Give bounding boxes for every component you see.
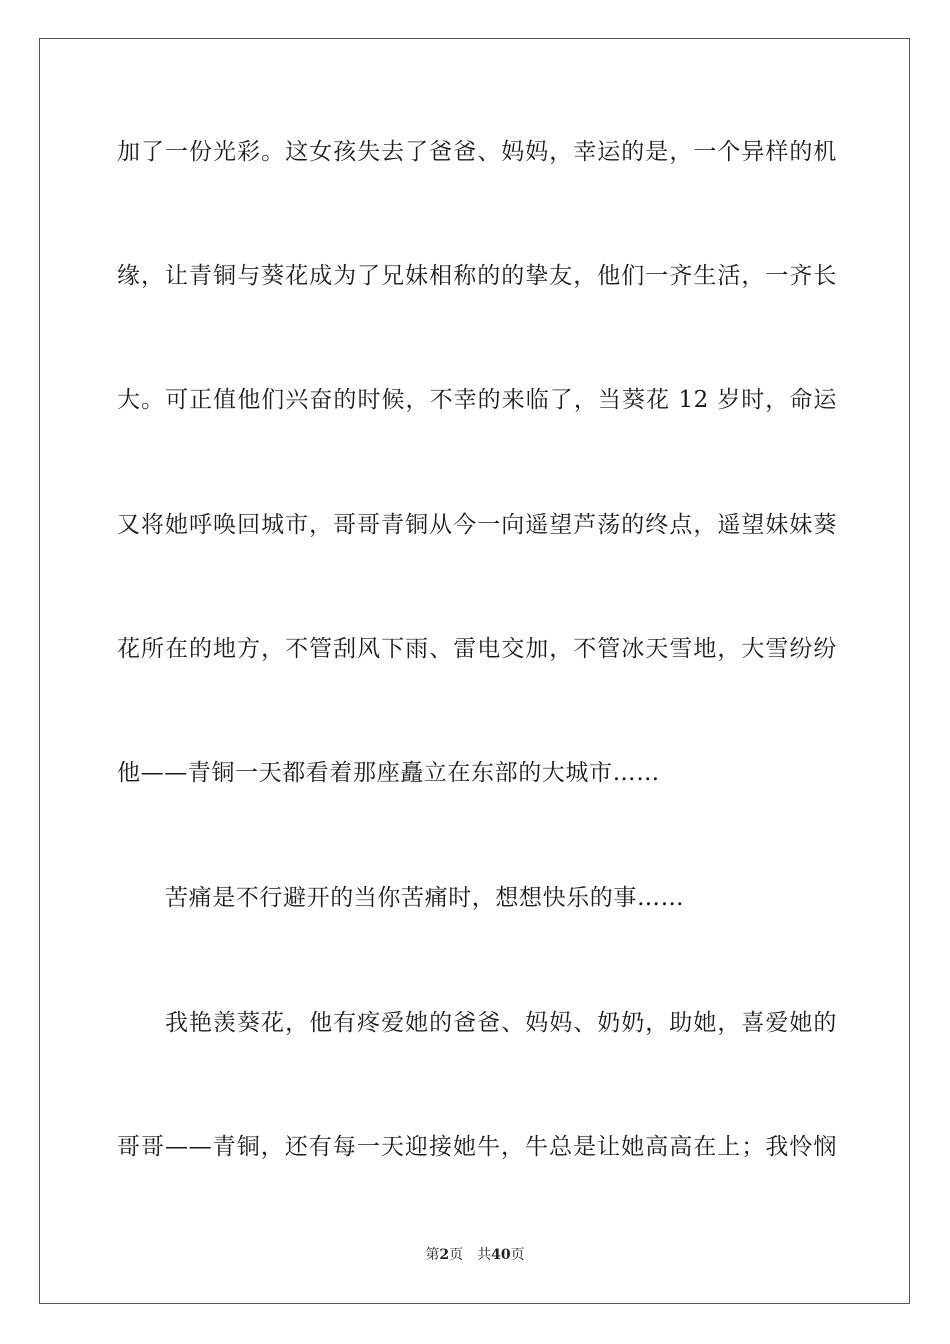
text-line-9: 哥哥——青铜，还有每一天迎接她牛，牛总是让她高高在上；我怜悯 (117, 1134, 837, 1160)
text-line-5: 花所在的地方，不管刮风下雨、雷电交加，不管冰天雪地，大雪纷纷 (117, 636, 837, 662)
page-label-suffix: 页 (449, 1247, 464, 1263)
text-line-6: 他——青铜一天都看着那座矗立在东部的大城市…… (117, 760, 660, 786)
total-label-prefix: 共 (477, 1247, 492, 1263)
current-page-number: 2 (439, 1247, 450, 1263)
total-page-count: 40 (491, 1247, 511, 1263)
text-line-4: 又将她呼唤回城市，哥哥青铜从今一向遥望芦荡的终点，遥望妹妹葵 (117, 512, 837, 538)
text-line-2: 缘，让青铜与葵花成为了兄妹相称的的挚友，他们一齐生活，一齐长 (117, 263, 837, 289)
text-line-7: 苦痛是不行避开的当你苦痛时，想想快乐的事…… (165, 885, 685, 911)
text-line-1: 加了一份光彩。这女孩失去了爸爸、妈妈，幸运的是，一个异样的机 (117, 139, 837, 165)
text-line-3: 大。可正值他们兴奋的时候，不幸的来临了，当葵花 12 岁时，命运 (117, 387, 837, 413)
page-footer (0, 1246, 950, 1264)
page-border (39, 38, 910, 1304)
page-label-prefix: 第 (425, 1247, 440, 1263)
total-label-suffix: 页 (510, 1247, 525, 1263)
text-line-8: 我艳羡葵花，他有疼爱她的爸爸、妈妈、奶奶，助她，喜爱她的 (165, 1010, 837, 1036)
